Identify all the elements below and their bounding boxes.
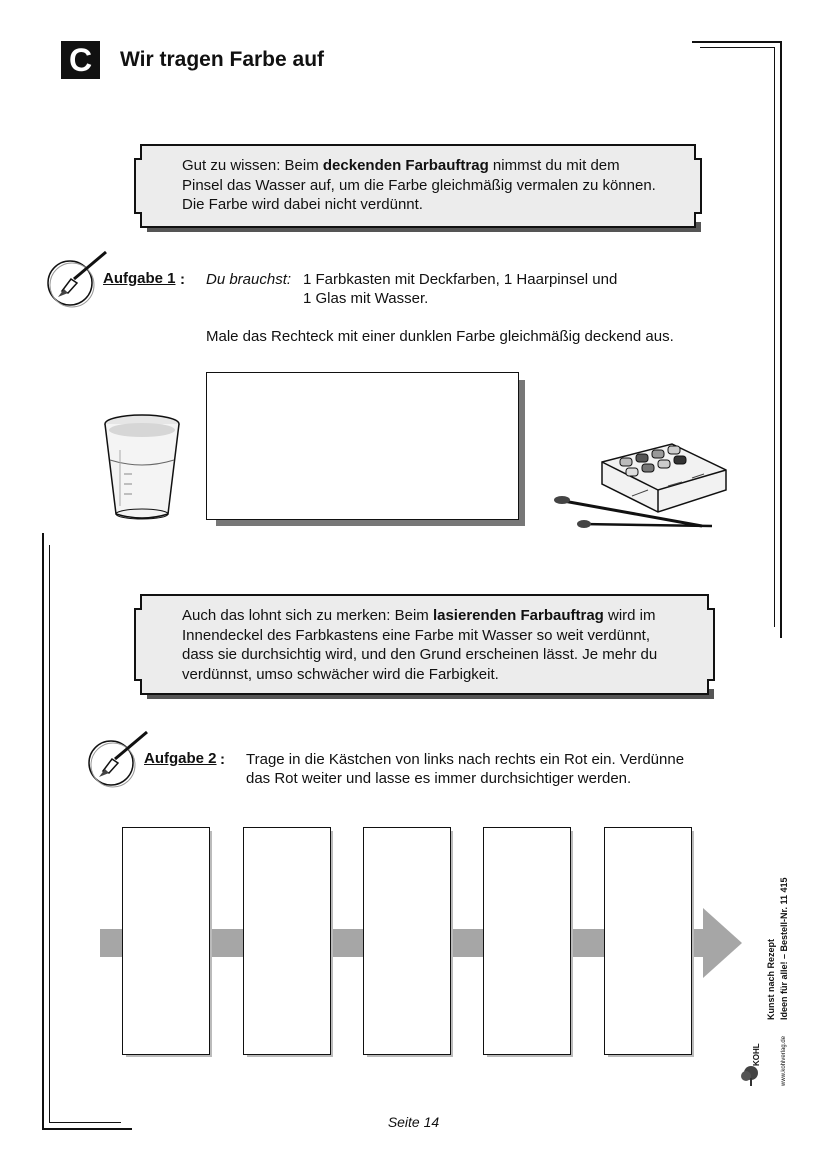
task-1-need-label: Du brauchst: [206,271,292,288]
brush-icon [44,249,112,309]
info-box-1-line-3: Die Farbe wird dabei nicht verdünnt. [182,196,423,213]
frame-left-line-inner [49,545,50,1123]
side-order-number: Ideen für alle! – Bestell-Nr. 11 415 [779,877,789,1020]
info-box-2-keyword: lasierenden Farbauftrag [432,607,604,624]
color-box-3[interactable] [363,827,451,1055]
task-2-label: Aufgabe 2 [144,750,217,767]
info-box-2-line-2: Innendeckel des Farbkastens eine Farbe mit Wasser so weit verdünnt, [182,626,651,644]
info-box-1-line-1: Gut zu wissen: Beim deckenden Farbauftrag nimmst du mit dem [182,157,620,174]
info-box-2-line-4: verdünnst, umso schwächer wird die Farbigkeit. [182,665,499,683]
frame-right-line-inner [774,47,775,627]
water-glass-icon [100,410,188,522]
task-1-instruction: Male das Rechteck mit einer dunklen Farbe gleichmäßig deckend aus. [206,328,674,345]
task-2-line-2: das Rot weiter und lasse es immer durchsichtiger werden. [246,770,632,787]
color-box-4[interactable] [483,827,571,1055]
publisher-logo-icon [740,1064,762,1088]
info-box-deckend [140,144,696,228]
info-box-2-line-3: dass sie durchsichtig wird, und den Grund erscheinen lässt. Je mehr du [182,646,658,663]
color-box-1[interactable] [122,827,210,1055]
info-box-1-line-2: Pinsel das Wasser auf, um die Farbe gleichmäßig vermalen zu können. [182,176,656,194]
color-box-5[interactable] [604,827,692,1055]
side-title: Kunst nach Rezept [766,938,776,1020]
publisher-url: www.kohlverlag.de [781,1035,787,1086]
task-2-colon: : [220,751,225,768]
task-1-colon: : [180,271,185,288]
paint-box-icon [552,440,732,536]
frame-top-line-inner [700,47,775,48]
publisher-name: KOHL [752,1043,761,1066]
frame-right-line [780,41,782,638]
info-box-2-line-1: Auch das lohnt sich zu merken: Beim lasierenden Farbauftrag wird im [182,607,656,624]
frame-top-line [692,41,782,43]
task-1-need-line-1: 1 Farbkasten mit Deckfarben, 1 Haarpinsel und [303,271,618,288]
page-number: Seite 14 [387,1114,440,1130]
page-title: Wir tragen Farbe auf [120,48,325,71]
paint-rectangle[interactable] [206,372,519,520]
section-letter-badge: C [61,41,100,79]
task-2-line-1: Trage in die Kästchen von links nach rechts ein Rot ein. Verdünne [246,751,685,768]
info-box-1-keyword: deckenden Farbauftrag [322,157,489,174]
brush-icon [85,729,153,789]
color-box-2[interactable] [243,827,331,1055]
task-1-label: Aufgabe 1 [103,270,176,287]
frame-left-line [42,533,44,1130]
info-box-lasierend [140,594,709,695]
task-1-need-line-2: 1 Glas mit Wasser. [303,290,429,307]
